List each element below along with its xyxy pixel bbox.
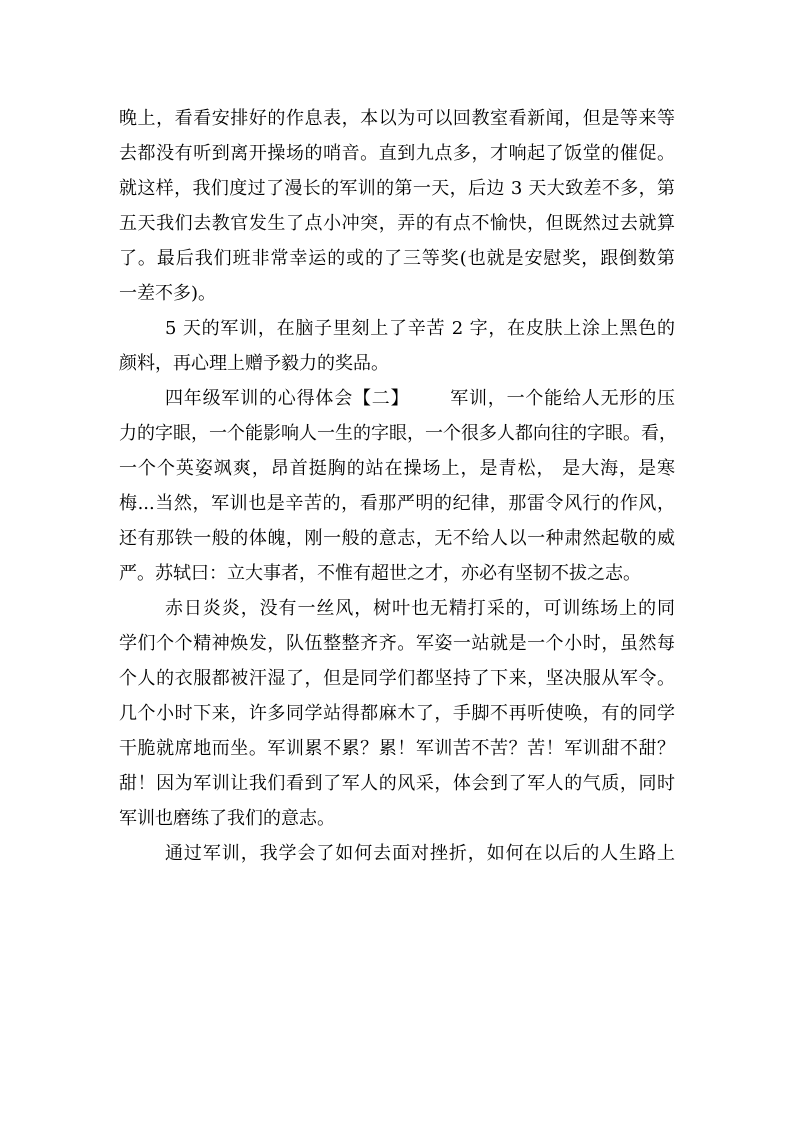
text-line: 严。苏轼曰：立大事者，不惟有超世之才，亦必有坚韧不拔之志。 [119,563,641,584]
text-line: 赤日炎炎，没有一丝风，树叶也无精打采的，可训练场上的同 [165,598,675,619]
section-heading: 四年级军训的心得体会【二】 [165,388,410,409]
text-line: 了。最后我们班非常幸运的或的了三等奖(也就是安慰奖，跟倒数第 [119,248,675,269]
text-line: 五天我们去教官发生了点小冲突，弄的有点不愉快，但既然过去就算 [119,213,675,234]
text-line: 甜！因为军训让我们看到了军人的风采，体会到了军人的气质，同时 [119,773,675,794]
text-line: 学们个个精神焕发，队伍整整齐齐。军姿一站就是一个小时，虽然每 [119,633,675,654]
paragraph [119,311,675,381]
text-line: 还有那铁一般的体魄，刚一般的意志，无不给人以一种肃然起敬的威 [119,528,675,549]
text-line: 晚上，看看安排好的作息表，本以为可以回教室看新闻，但是等来等 [119,108,675,129]
text-fragment: 军训，一个能给人无形的压 [449,388,676,409]
paragraph [119,381,675,591]
paragraph [119,591,675,836]
text-line: 力的字眼，一个能影响人一生的字眼，一个很多人都向往的字眼。看， [119,423,677,444]
text-line: 几个小时下来，许多同学站得都麻木了，手脚不再听使唤，有的同学 [119,703,675,724]
text-line: 梅...当然，军训也是辛苦的，看那严明的纪律，那雷令风行的作风， [119,493,675,514]
text-line: 干脆就席地而坐。军训累不累？累！军训苦不苦？苦！军训甜不甜？ [119,738,675,759]
text-line: 5 天的军训，在脑子里刻上了辛苦 2 字，在皮肤上涂上黑色的 [165,318,675,339]
text-line: 一差不多)。 [119,283,217,304]
text-line: 一个个英姿飒爽，昂首挺胸的站在操场上，是青松， 是大海，是寒 [119,458,675,479]
text-line: 去都没有听到离开操场的哨音。直到九点多，才响起了饭堂的催促。 [119,143,675,164]
document-body [119,101,675,871]
text-line: 军训也磨练了我们的意志。 [119,808,335,829]
heading-line [119,381,675,416]
text-line: 就这样，我们度过了漫长的军训的第一天，后边 3 天大致差不多，第 [119,178,675,199]
text-line: 通过军训，我学会了如何去面对挫折，如何在以后的人生路上 [165,843,675,864]
text-line: 颜料，再心理上赠予毅力的奖品。 [119,353,389,374]
paragraph [119,101,675,311]
paragraph [119,836,675,871]
text-line: 个人的衣服都被汗湿了，但是同学们都坚持了下来，坚决服从军令。 [119,668,675,689]
